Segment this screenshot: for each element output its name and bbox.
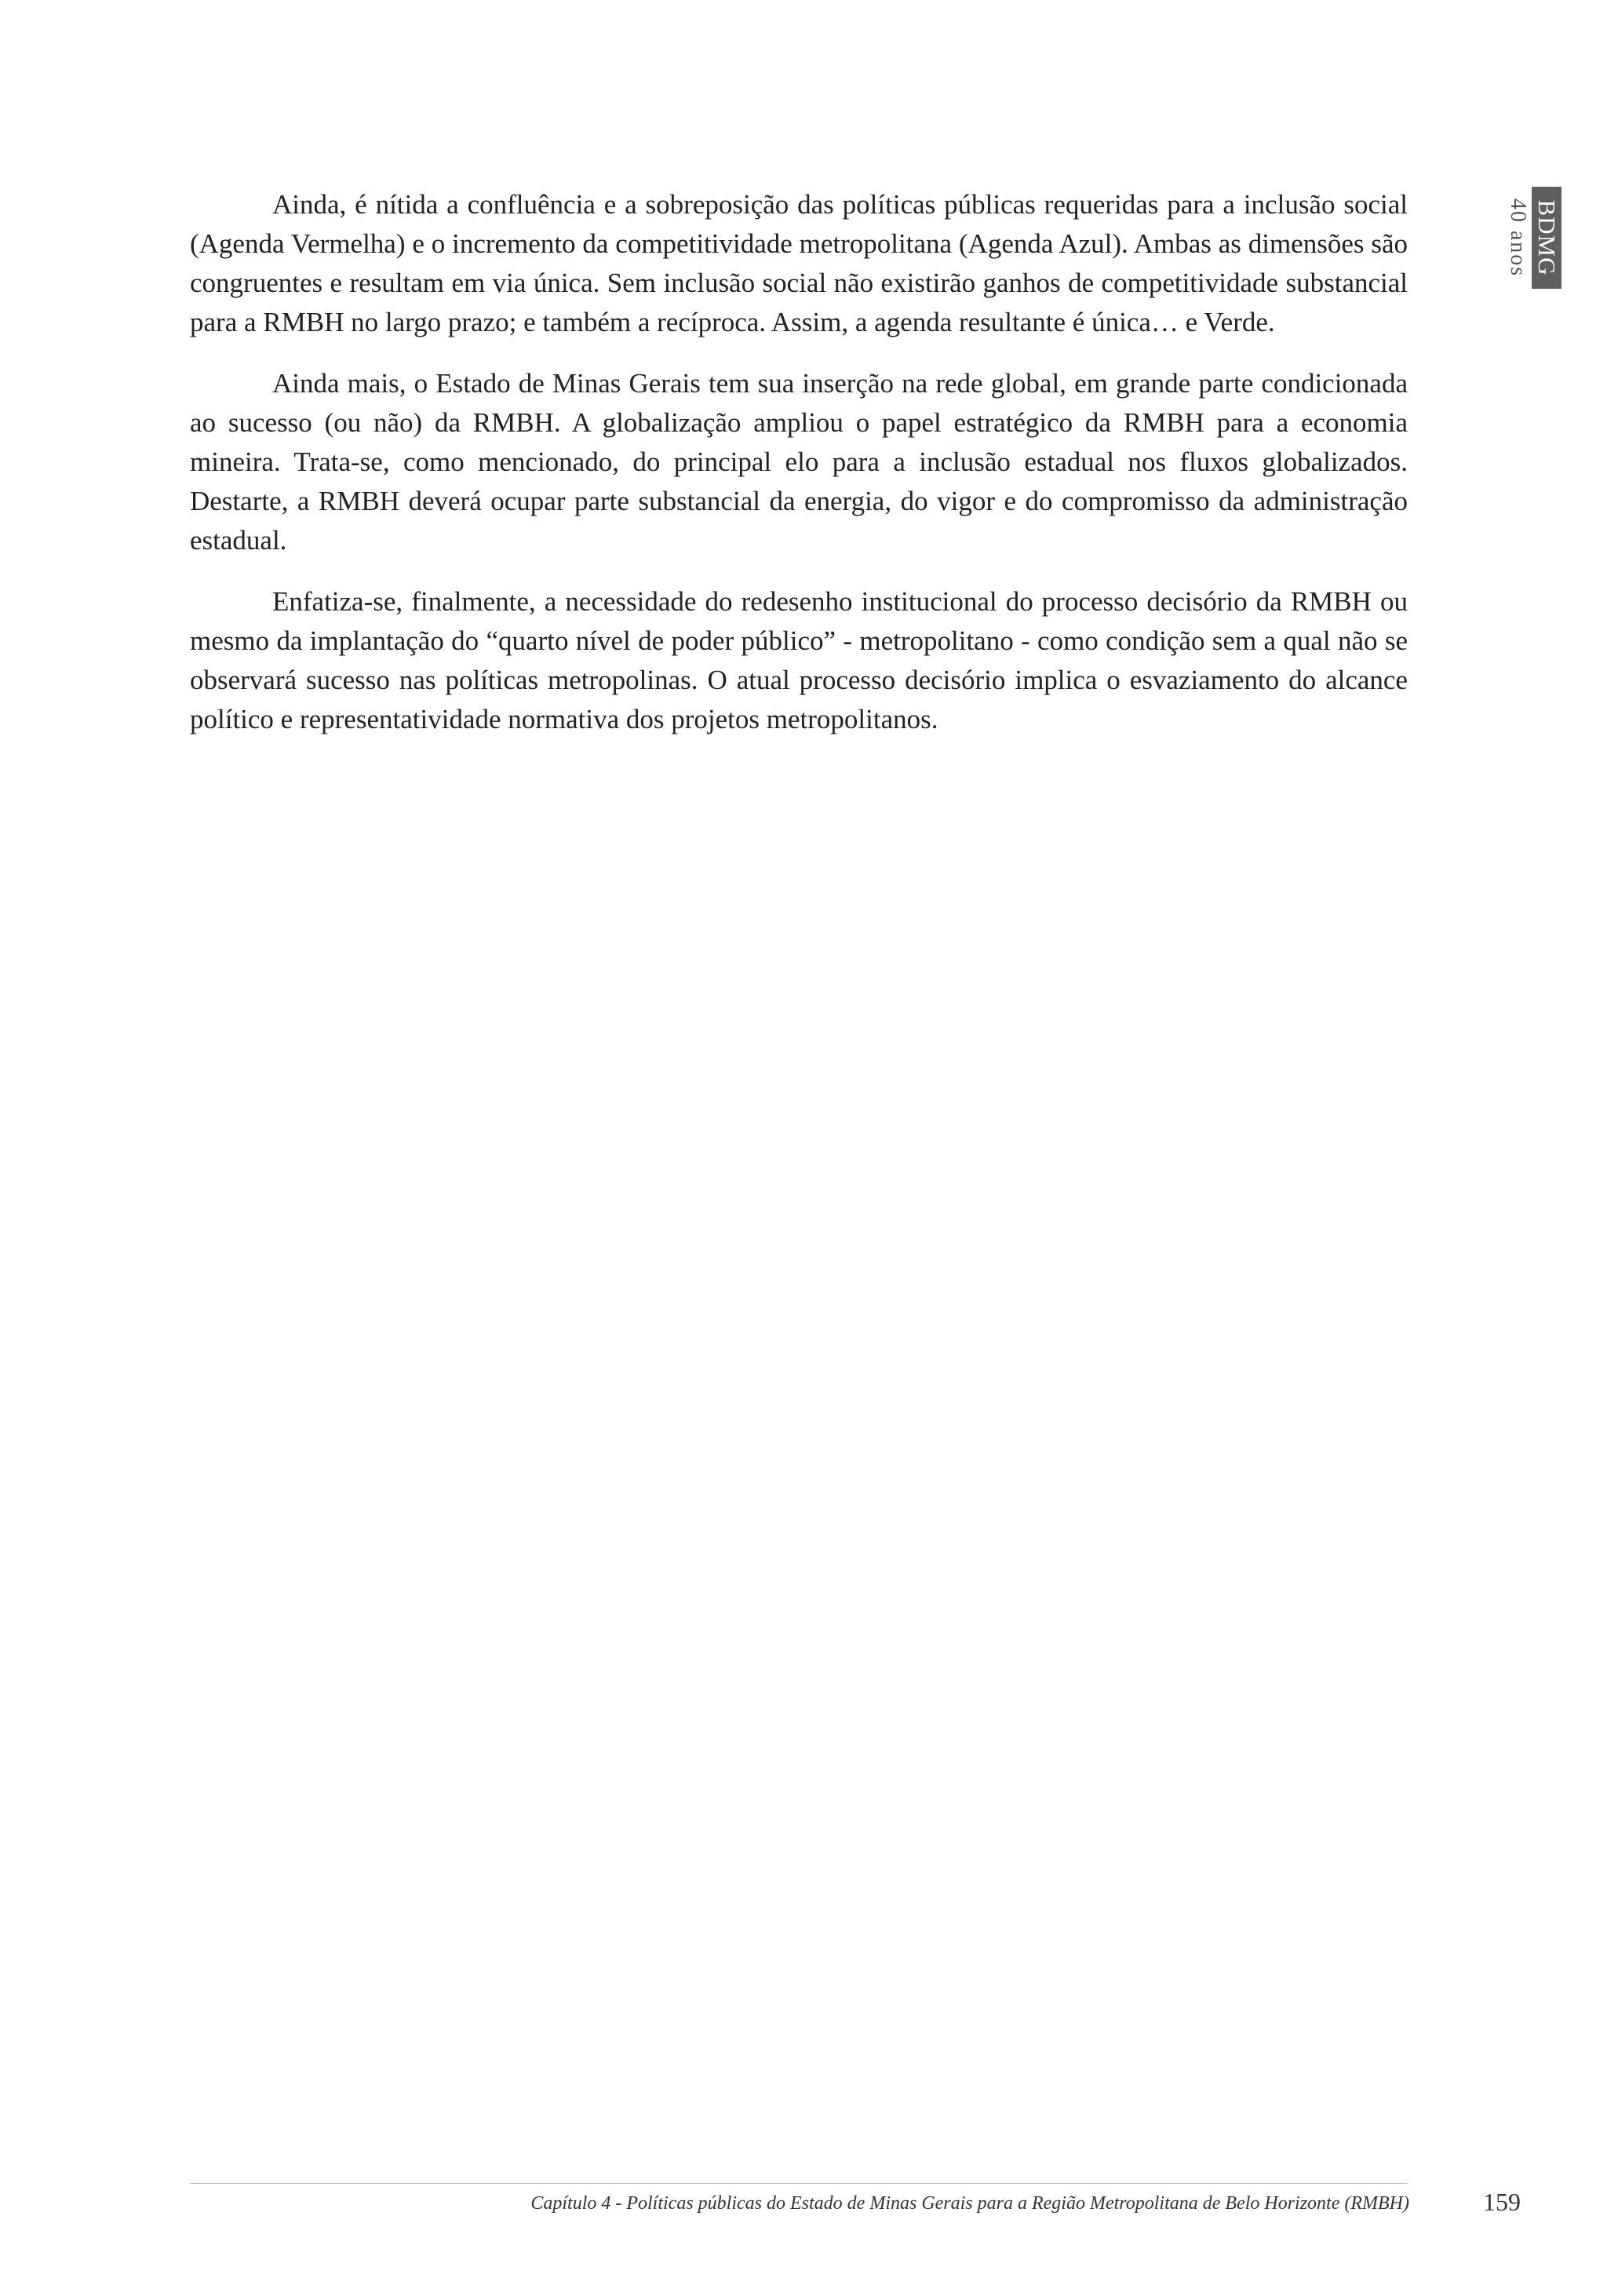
chapter-caption: Capítulo 4 - Políticas públicas do Estado de Minas Gerais para a Região Metropolitana de Belo Horizonte (RMBH) bbox=[530, 2193, 1409, 2214]
logo-name: BDMG bbox=[1533, 199, 1561, 276]
logo-subtitle: 40 anos bbox=[1506, 198, 1530, 278]
footer-divider bbox=[190, 2183, 1408, 2184]
page-number: 159 bbox=[1483, 2188, 1521, 2216]
bdmg-logo bbox=[1500, 187, 1563, 293]
paragraph-3: Enfatiza-se, finalmente, a necessidade do redesenho institucional do processo decisório da RMBH ou mesmo da implantação do “quarto nível de poder público” - metropolitano - como condição sem a qual não se observará sucesso nas políticas metropolinas. O atual processo decisório implica o esvaziamento do alcance político e representatividade normativa dos projetos metropolitanos. bbox=[190, 586, 1408, 734]
logo-text bbox=[1500, 187, 1563, 293]
body-text bbox=[190, 185, 1408, 761]
paragraph-1: Ainda, é nítida a confluência e a sobreposição das políticas públicas requeridas para a inclusão social (Agenda Vermelha) e o incremento da competitividade metropolitana (Agenda Azul). Ambas as dimensões são congruentes e resultam em via única. Sem inclusão social não existirão ganhos de competitividade substancial para a RMBH no largo prazo; e também a recíproca. Assim, a agenda resultante é única… e Verde. bbox=[190, 189, 1408, 337]
paragraph-2: Ainda mais, o Estado de Minas Gerais tem sua inserção na rede global, em grande parte condicionada ao sucesso (ou não) da RMBH. A globalização ampliou o papel estratégico da RMBH para a economia mineira. Trata-se, como mencionado, do principal elo para a inclusão estadual nos fluxos globalizados. Destarte, a RMBH deverá ocupar parte substancial da energia, do vigor e do compromisso da administração estadual. bbox=[190, 368, 1408, 556]
